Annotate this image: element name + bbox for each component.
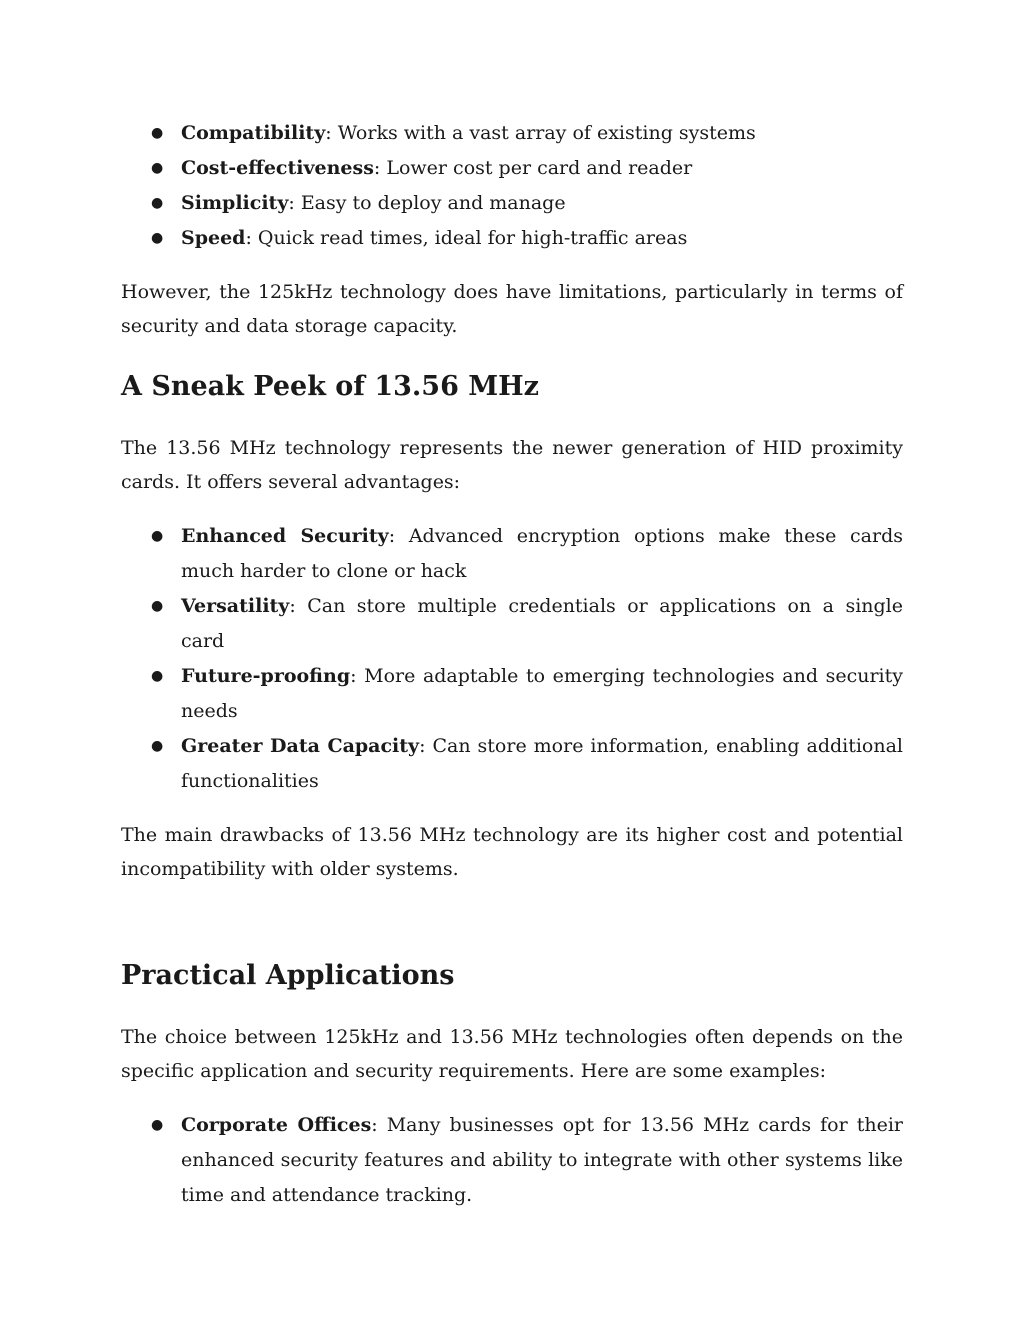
section-heading-1356: A Sneak Peek of 13.56 MHz — [121, 371, 539, 402]
bullet-icon: ● — [151, 528, 164, 544]
bullet-icon: ● — [151, 598, 164, 614]
list-item — [121, 151, 903, 186]
list-item — [121, 589, 903, 659]
list-item — [121, 186, 903, 221]
document-page — [121, 116, 903, 1213]
practical-intro-paragraph: The choice between 125kHz and 13.56 MHz technologies often depends on the specific application and security requirements. Here are some examples: — [121, 1026, 903, 1082]
list-item-term: Versatility — [181, 595, 290, 617]
bullet-icon: ● — [151, 125, 164, 141]
list-item-desc: : Advanced encryption options make these cards much harder to clone or hack — [181, 525, 903, 582]
list-item-desc: : More adaptable to emerging technologies and security needs — [181, 665, 903, 722]
list-item — [121, 729, 903, 799]
list-item-term: Future-proofing — [181, 665, 351, 687]
list-item-desc: : Many businesses opt for 13.56 MHz cards for their enhanced security features and ability to integrate with other systems like time and attendance tracking. — [181, 1114, 903, 1206]
list-item — [121, 221, 903, 256]
list-item — [121, 116, 903, 151]
list-item-term: Enhanced Security — [181, 525, 389, 547]
section-heading-practical: Practical Applications — [121, 960, 455, 991]
list-item-desc: : Lower cost per card and reader — [373, 157, 693, 179]
bullet-icon: ● — [151, 668, 164, 684]
list-item-desc: : Can store multiple credentials or applications on a single card — [181, 595, 903, 652]
list-item-term: Corporate Offices — [181, 1114, 372, 1136]
bullet-icon: ● — [151, 1117, 164, 1133]
bullet-icon: ● — [151, 160, 164, 176]
list-item-term: Greater Data Capacity — [181, 735, 420, 757]
drawbacks-paragraph: The main drawbacks of 13.56 MHz technology are its higher cost and potential incompatibility with older systems. — [121, 824, 903, 880]
list-item — [121, 519, 903, 589]
bullet-icon: ● — [151, 195, 164, 211]
list-item — [121, 1108, 903, 1213]
limitations-paragraph: However, the 125kHz technology does have limitations, particularly in terms of security and data storage capacity. — [121, 281, 903, 337]
bullet-icon: ● — [151, 738, 164, 754]
list-item-term: Simplicity — [181, 192, 289, 214]
advantages-1356-list — [121, 519, 903, 799]
list-item-term: Compatibility — [181, 122, 326, 144]
list-item-desc: : Can store more information, enabling additional functionalities — [181, 735, 904, 792]
list-item-term: Cost-effectiveness — [181, 157, 374, 179]
intro-1356-paragraph: The 13.56 MHz technology represents the newer generation of HID proximity cards. It offers several advantages: — [121, 437, 903, 493]
practical-examples-list — [121, 1108, 903, 1213]
features-125khz-list — [121, 116, 903, 256]
list-item-desc: : Easy to deploy and manage — [288, 192, 566, 214]
list-item-desc: : Quick read times, ideal for high-traffic areas — [245, 227, 688, 249]
list-item-desc: : Works with a vast array of existing systems — [325, 122, 756, 144]
list-item-term: Speed — [181, 227, 246, 249]
list-item — [121, 659, 903, 729]
bullet-icon: ● — [151, 230, 164, 246]
